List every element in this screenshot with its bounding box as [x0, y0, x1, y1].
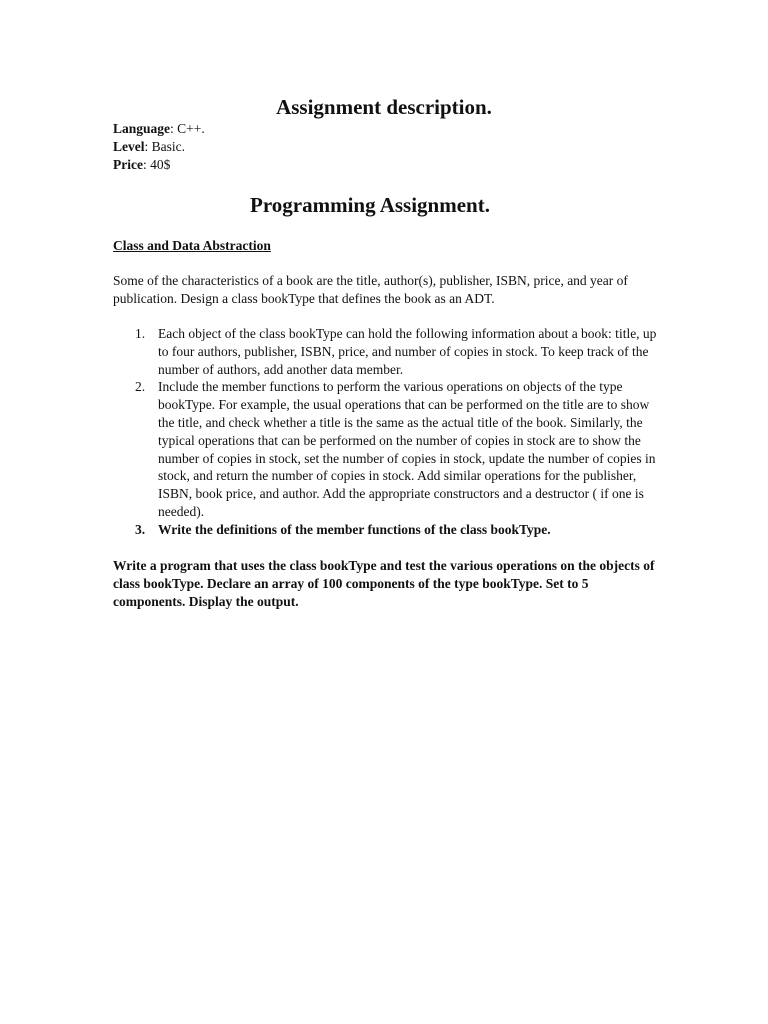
level-value: : Basic. — [144, 139, 185, 154]
assignment-meta — [113, 120, 205, 174]
section-heading: Class and Data Abstraction — [113, 238, 271, 253]
list-item-number: 3. — [135, 521, 146, 537]
section-title: Programming Assignment. — [250, 193, 490, 217]
list-item-number: 1. — [135, 326, 146, 341]
list-item — [113, 378, 663, 520]
list-item — [113, 521, 663, 539]
list-item — [113, 325, 663, 378]
language-value: : C++. — [170, 121, 205, 136]
closing-paragraph: Write a program that uses the class bookType and test the various operations on the objects of class bookType. Declare an array of 100 components of the type bookType. Set to 5 components. Display the output. — [113, 558, 655, 609]
list-item-text: Write the definitions of the member functions of the class bookType. — [158, 521, 551, 537]
list-item-text: Each object of the class bookType can hold the following information about a book: title, up to four authors, publisher, ISBN, price, and number of copies in stock. To keep track of the number of authors, add another data member. — [158, 326, 657, 377]
list-item-text: Include the member functions to perform the various operations on objects of the type bookType. For example, the usual operations that can be performed on the title are to show the title, and check whether a title is the same as the actual title of the book. Similarly, the typical operations that can be performed on the number of copies in stock are to show the number of copies in stock, set the number of copies in stock, update the number of copies in stock, and return the number of copies in stock. Add similar operations for the publisher, ISBN, book price, and author. Add the appropriate constructors and a destructor ( if one is needed). — [158, 379, 656, 519]
requirements-list — [113, 325, 663, 539]
price-label: Price — [113, 157, 143, 172]
page-title: Assignment description. — [276, 95, 492, 119]
level-row — [113, 138, 205, 156]
level-label: Level — [113, 139, 145, 154]
price-row — [113, 156, 205, 174]
list-item-number: 2. — [135, 379, 146, 395]
language-row — [113, 120, 205, 138]
language-label: Language — [113, 121, 171, 136]
intro-paragraph: Some of the characteristics of a book are the title, author(s), publisher, ISBN, price, and year of publication. Design a class bookType that defines the book as an ADT. — [113, 273, 628, 306]
price-value: : 40$ — [142, 157, 171, 172]
